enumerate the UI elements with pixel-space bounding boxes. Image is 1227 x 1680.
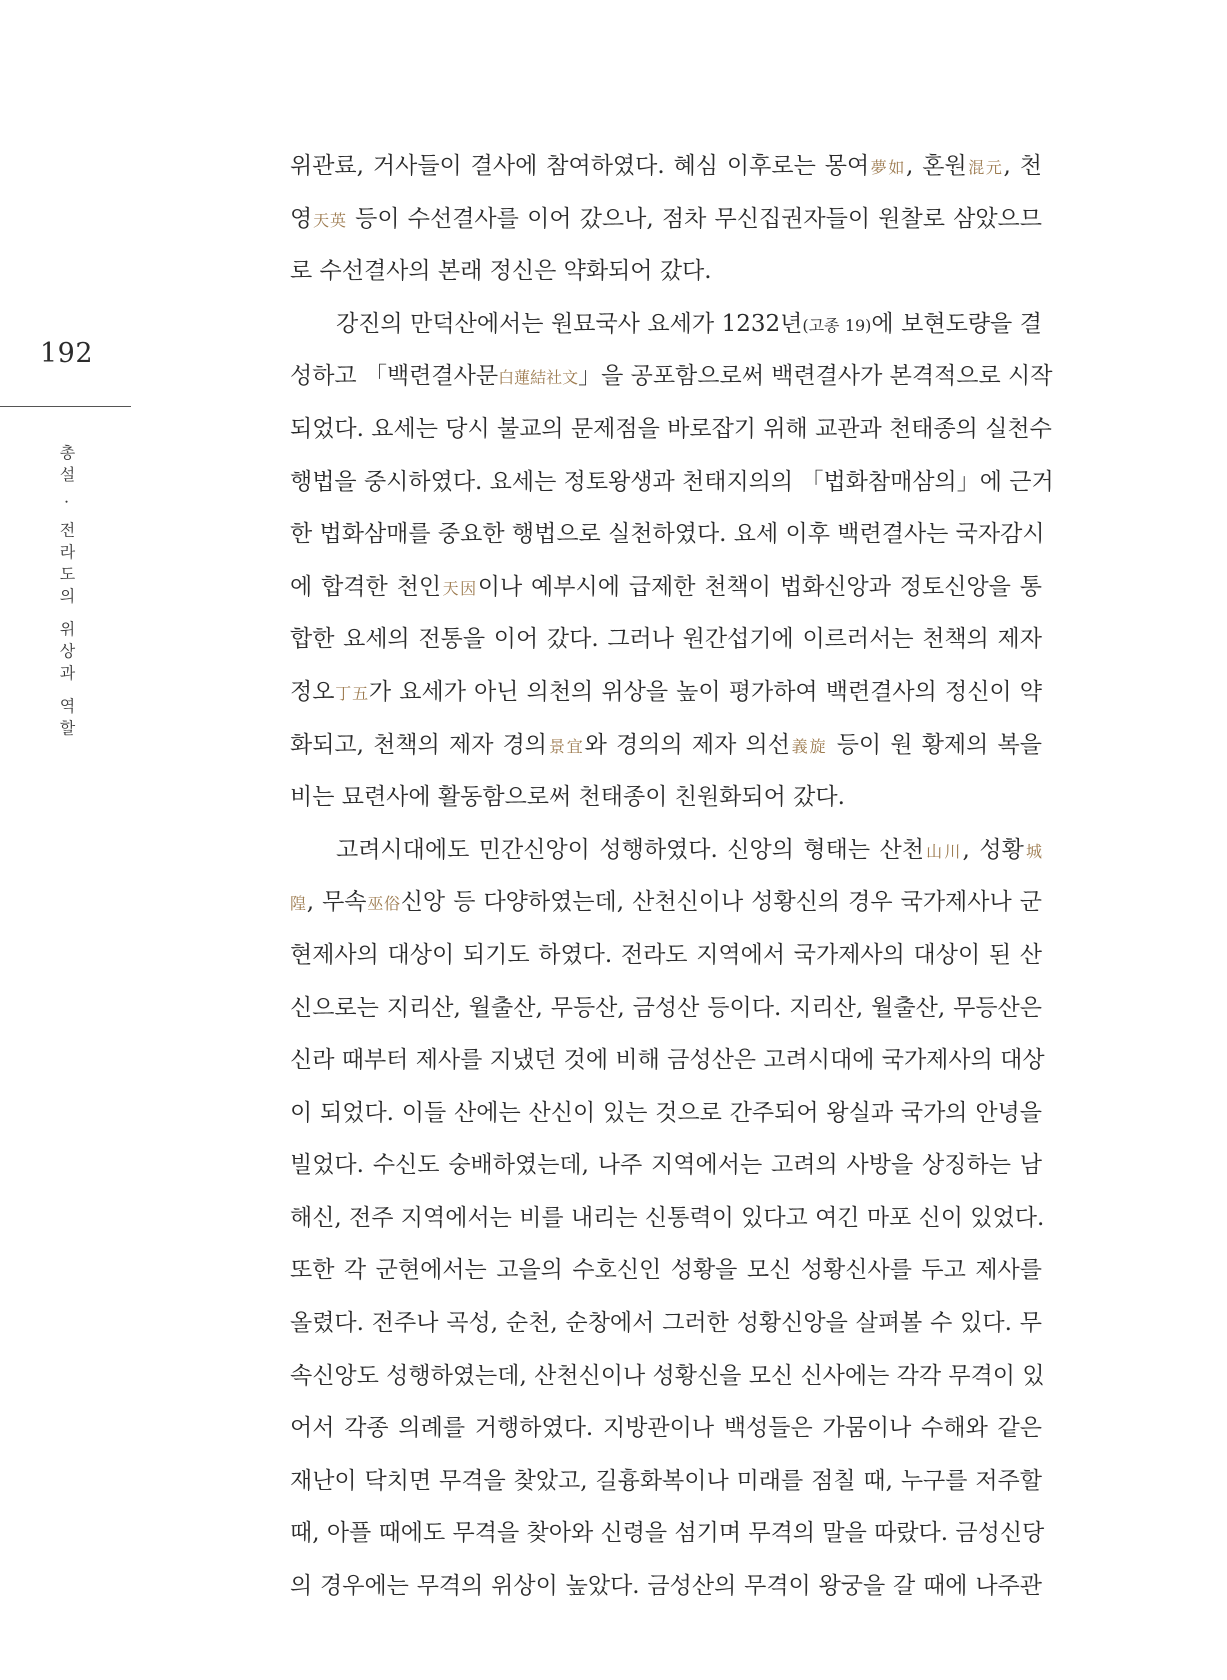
hanja-annotation: 山川 — [924, 841, 963, 861]
text-run: 행법을 중시하였다. 요세는 정토왕생과 천태지의의 「법화참매삼의」에 근거 — [290, 468, 1054, 495]
text-line — [290, 1192, 1045, 1245]
text-run: 강진의 만덕산에서는 원묘국사 요세가 1232년 — [336, 310, 803, 337]
text-line — [290, 1560, 1042, 1613]
text-line — [290, 1034, 1045, 1087]
text-run: 때, 아플 때에도 무격을 찾아와 신령을 섬기며 무격의 말을 따랐다. 금성신당 — [290, 1520, 1045, 1547]
text-line — [290, 1244, 1042, 1297]
text-line — [290, 350, 1053, 403]
text-line — [290, 140, 1042, 193]
parenthetical-note: (고종 19) — [802, 315, 872, 335]
hanja-annotation: 巫俗 — [366, 894, 401, 914]
text-line — [290, 719, 1042, 772]
text-line — [290, 193, 1042, 246]
text-line — [290, 771, 1042, 824]
text-line — [290, 456, 1054, 509]
text-run: 또한 각 군현에서는 고을의 수호신인 성황을 모신 성황신사를 두고 제사를 — [290, 1257, 1042, 1284]
text-line — [290, 824, 1042, 877]
text-line — [290, 245, 1042, 298]
text-line — [290, 561, 1042, 614]
text-run: 어서 각종 의례를 거행하였다. 지방관이나 백성들은 가뭄이나 수해와 같은 — [290, 1415, 1042, 1442]
text-run: 」을 공포함으로써 백련결사가 본격적으로 시작 — [578, 363, 1053, 390]
text-run: 현제사의 대상이 되기도 하였다. 전라도 지역에서 국가제사의 대상이 된 산 — [290, 941, 1042, 968]
text-run: 되었다. 요세는 당시 불교의 문제점을 바로잡기 위해 교관과 천태종의 실천수 — [290, 415, 1052, 442]
text-run: 비는 묘련사에 활동함으로써 천태종이 친원화되어 갔다. — [290, 784, 845, 811]
text-run: 로 수선결사의 본래 정신은 약화되어 갔다. — [290, 258, 712, 285]
hanja-annotation: 白蓮結社文 — [498, 368, 579, 388]
running-head: 총설 · 전라도의 위상과 역할 — [57, 444, 76, 742]
text-line — [290, 982, 1042, 1035]
text-line — [290, 929, 1042, 982]
text-line — [290, 1139, 1042, 1192]
hanja-annotation: 天英 — [312, 210, 347, 230]
text-line — [290, 666, 1042, 719]
text-run: 재난이 닥치면 무격을 찾았고, 길흉화복이나 미래를 점칠 때, 누구를 저주할 — [290, 1467, 1042, 1494]
hanja-annotation: 混元 — [966, 158, 1004, 177]
hanja-annotation: 義旋 — [789, 736, 828, 756]
text-line — [290, 508, 1045, 561]
text-run: 에 합격한 천인 — [290, 573, 442, 600]
text-run: 해신, 전주 지역에서는 비를 내리는 신통력이 있다고 여긴 마포 신이 있었다. — [290, 1204, 1045, 1231]
body-text — [290, 140, 1054, 1613]
text-run: 에 보현도량을 결 — [871, 310, 1043, 337]
text-run: 화되고, 천책의 제자 경의 — [290, 731, 548, 758]
text-run: 이 되었다. 이들 산에는 산신이 있는 것으로 간주되어 왕실과 국가의 안녕을 — [290, 1099, 1042, 1126]
text-run: 속신앙도 성행하였는데, 산천신이나 성황신을 모신 신사에는 각각 무격이 있 — [290, 1362, 1045, 1389]
text-run: 신앙 등 다양하였는데, 산천신이나 성황신의 경우 국가제사나 군 — [400, 889, 1042, 916]
text-line — [290, 1087, 1042, 1140]
hanja-annotation: 夢如 — [869, 158, 907, 177]
text-run: 영 — [290, 205, 313, 232]
hanja-annotation: 景宜 — [547, 736, 585, 756]
text-line — [290, 613, 1042, 666]
text-run: 성하고 「백련결사문 — [290, 363, 499, 390]
text-line — [290, 876, 1042, 929]
text-line — [290, 1350, 1045, 1403]
hanja-annotation: 城 — [1023, 841, 1042, 861]
text-run: 정오 — [290, 678, 335, 705]
text-run: 올렸다. 전주나 곡성, 순천, 순창에서 그러한 성황신앙을 살펴볼 수 있다. 무 — [290, 1310, 1042, 1337]
text-run: 한 법화삼매를 중요한 행법으로 실천하였다. 요세 이후 백련결사는 국자감시 — [290, 521, 1045, 548]
text-run: 이나 예부시에 급제한 천책이 법화신앙과 정토신앙을 통 — [477, 573, 1042, 600]
text-line — [290, 298, 1042, 351]
text-line — [290, 1507, 1045, 1560]
text-run: , 성황 — [962, 836, 1024, 863]
text-run: 등이 원 황제의 복을 — [827, 731, 1042, 758]
text-run: , 천 — [1003, 153, 1042, 179]
page-number: 192 — [40, 338, 94, 369]
text-line — [290, 1455, 1042, 1508]
hanja-annotation: 丁五 — [334, 683, 369, 703]
text-run: 위관료, 거사들이 결사에 참여하였다. 혜심 이후로는 몽여 — [290, 153, 870, 179]
text-run: , 혼원 — [906, 153, 967, 179]
text-run: , 무속 — [306, 889, 367, 916]
text-run: 가 요세가 아닌 의천의 위상을 높이 평가하여 백련결사의 정신이 약 — [368, 678, 1042, 705]
text-line — [290, 1402, 1042, 1455]
text-run: 빌었다. 수신도 숭배하였는데, 나주 지역에서는 고려의 사방을 상징하는 남 — [290, 1152, 1042, 1179]
text-run: 신으로는 지리산, 월출산, 무등산, 금성산 등이다. 지리산, 월출산, 무등산은 — [290, 994, 1042, 1021]
text-run: 고려시대에도 민간신앙이 성행하였다. 신앙의 형태는 산천 — [336, 836, 924, 863]
text-line — [290, 1297, 1042, 1350]
text-run: 등이 수선결사를 이어 갔으나, 점차 무신집권자들이 원찰로 삼았으므 — [346, 205, 1042, 232]
text-run: 신라 때부터 제사를 지냈던 것에 비해 금성산은 고려시대에 국가제사의 대상 — [290, 1047, 1045, 1074]
hanja-annotation: 天因 — [441, 578, 478, 598]
text-run: 와 경의의 제자 의선 — [584, 731, 790, 758]
text-run: 합한 요세의 전통을 이어 갔다. 그러나 원간섭기에 이르러서는 천책의 제자 — [290, 626, 1042, 653]
hanja-annotation: 隍 — [290, 894, 307, 914]
text-run: 의 경우에는 무격의 위상이 높았다. 금성산의 무격이 왕궁을 갈 때에 나주관 — [290, 1573, 1042, 1600]
margin-divider — [0, 406, 131, 407]
text-line — [290, 403, 1052, 456]
